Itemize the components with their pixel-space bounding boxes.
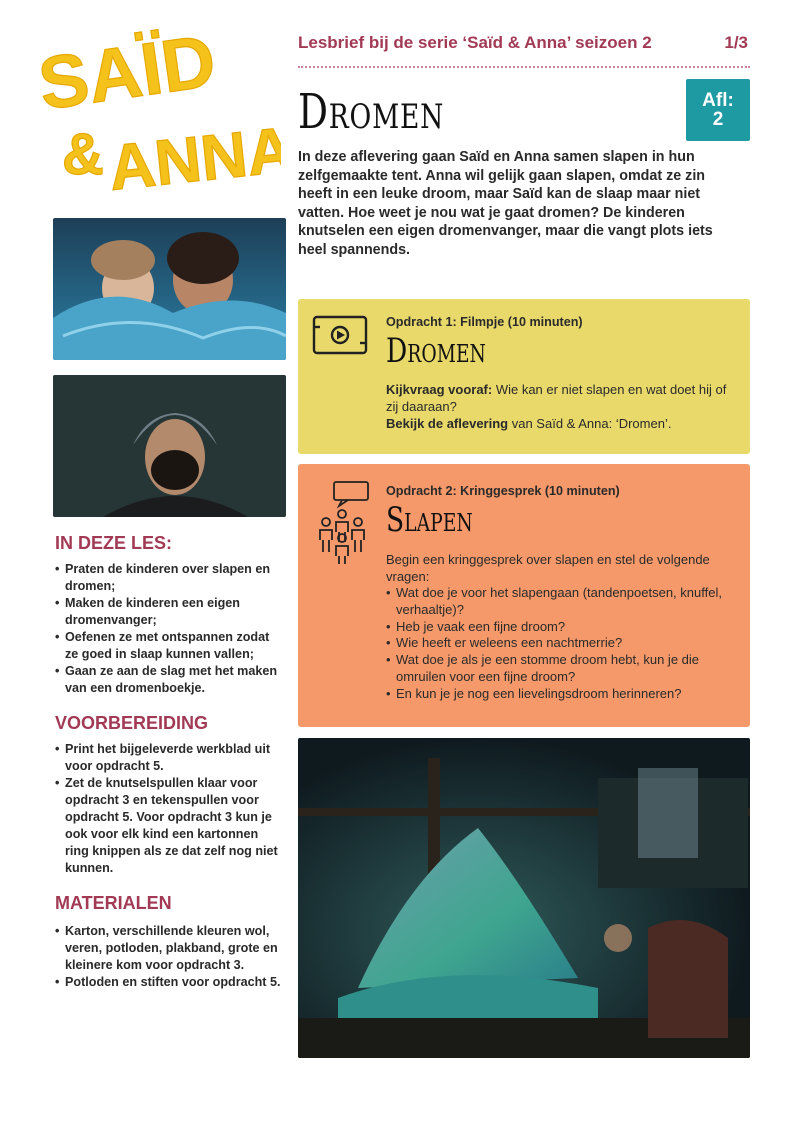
page-title: Dromen xyxy=(298,84,445,140)
assignment-1-subtitle: Opdracht 1: Filmpje (10 minuten) xyxy=(386,315,583,329)
list-item: • Wie heeft er weleens een nachtmerrie? xyxy=(386,635,736,652)
page-number: 1/3 xyxy=(724,33,748,52)
list-item: • Print het bijgeleverde werkblad uit voor opdracht 5. xyxy=(55,741,285,775)
assignment-2-questions xyxy=(386,585,736,703)
assignment-2-card xyxy=(298,464,750,727)
photo-man-with-crown xyxy=(53,375,286,517)
list-item: • Maken de kinderen een eigen dromenvanger; xyxy=(55,595,285,629)
episode-badge-number: 2 xyxy=(712,109,724,130)
les-list xyxy=(55,561,285,697)
list-item: • Zet de knutselspullen klaar voor opdracht 3 en tekenspullen voor opdracht 5. Voor opdracht 3 kun je ook voor elk kind een kartonnen ring knippen als ze dat zelf nog niet kunnen. xyxy=(55,775,285,877)
list-item: • Potloden en stiften voor opdracht 5. xyxy=(55,974,285,991)
header-divider xyxy=(298,66,750,68)
list-item: • Heb je vaak een fijne droom? xyxy=(386,619,736,636)
list-item: • Gaan ze aan de slag met het maken van een dromenboekje. xyxy=(55,663,285,697)
kijkvraag-label: Kijkvraag vooraf: xyxy=(386,382,493,397)
assignment-1-card xyxy=(298,299,750,454)
photo-kids-in-bed xyxy=(53,218,286,360)
list-item: • Wat doe je voor het slapengaan (tandenpoetsen, knuffel, verhaaltje)? xyxy=(386,585,736,619)
bekijk-text: van Saïd & Anna: ‘Dromen’. xyxy=(508,416,672,431)
assignment-1-text xyxy=(386,381,736,432)
intro-text: In deze aflevering gaan Saïd en Anna samen slapen in hun zelfgemaakte tent. Anna wil gelijk gaan slapen, omdat ze zin heeft in een leuke droom, maar Saïd kan de slaap maar niet vatten. Hoe weet je nou wat je gaat dromen? De kinderen knutselen een eigen dromenvanger, maar die vangt plots iets heel spannends. xyxy=(298,149,713,258)
video-icon xyxy=(312,313,368,361)
logo-line2: ANNA xyxy=(105,112,281,204)
list-item: • Praten de kinderen over slapen en dromen; xyxy=(55,561,285,595)
assignment-1-title: Dromen xyxy=(386,331,486,371)
header-title: Lesbrief bij de serie ‘Saïd & Anna’ seizoen 2 xyxy=(298,33,652,52)
voorbereiding-list xyxy=(55,741,285,877)
logo-amp: & xyxy=(62,122,104,187)
kijkvraag-text: Wie kan er niet slapen en wat doet hij of zij daaraan? xyxy=(386,382,727,414)
les-heading: IN DEZE LES: xyxy=(55,533,173,553)
logo xyxy=(36,24,281,204)
group-conversation-icon xyxy=(312,480,372,568)
voorbereiding-heading: VOORBEREIDING xyxy=(55,713,209,733)
list-item: • En kun je je nog een lievelingsdroom herinneren? xyxy=(386,686,736,703)
assignment-2-title: Slapen xyxy=(386,500,473,540)
assignment-2-subtitle: Opdracht 2: Kringgesprek (10 minuten) xyxy=(386,484,620,498)
photo-tent-scene xyxy=(298,738,750,1058)
list-item: • Karton, verschillende kleuren wol, veren, potloden, plakband, grote en kleinere kom voor opdracht 3. xyxy=(55,923,285,974)
list-item: • Wat doe je als je een stomme droom hebt, kun je die omruilen voor een fijne droom? xyxy=(386,652,736,686)
episode-badge xyxy=(686,79,750,141)
materialen-list xyxy=(55,923,285,991)
materialen-heading: MATERIALEN xyxy=(55,893,172,913)
list-item: • Oefenen ze met ontspannen zodat ze goed in slaap kunnen vallen; xyxy=(55,629,285,663)
logo-line1: SAÏD xyxy=(36,24,221,126)
assignment-2-intro: Begin een kringgesprek over slapen en stel de volgende vragen: xyxy=(386,552,710,584)
episode-badge-label: Afl: xyxy=(702,90,734,111)
bekijk-label: Bekijk de aflevering xyxy=(386,416,509,431)
